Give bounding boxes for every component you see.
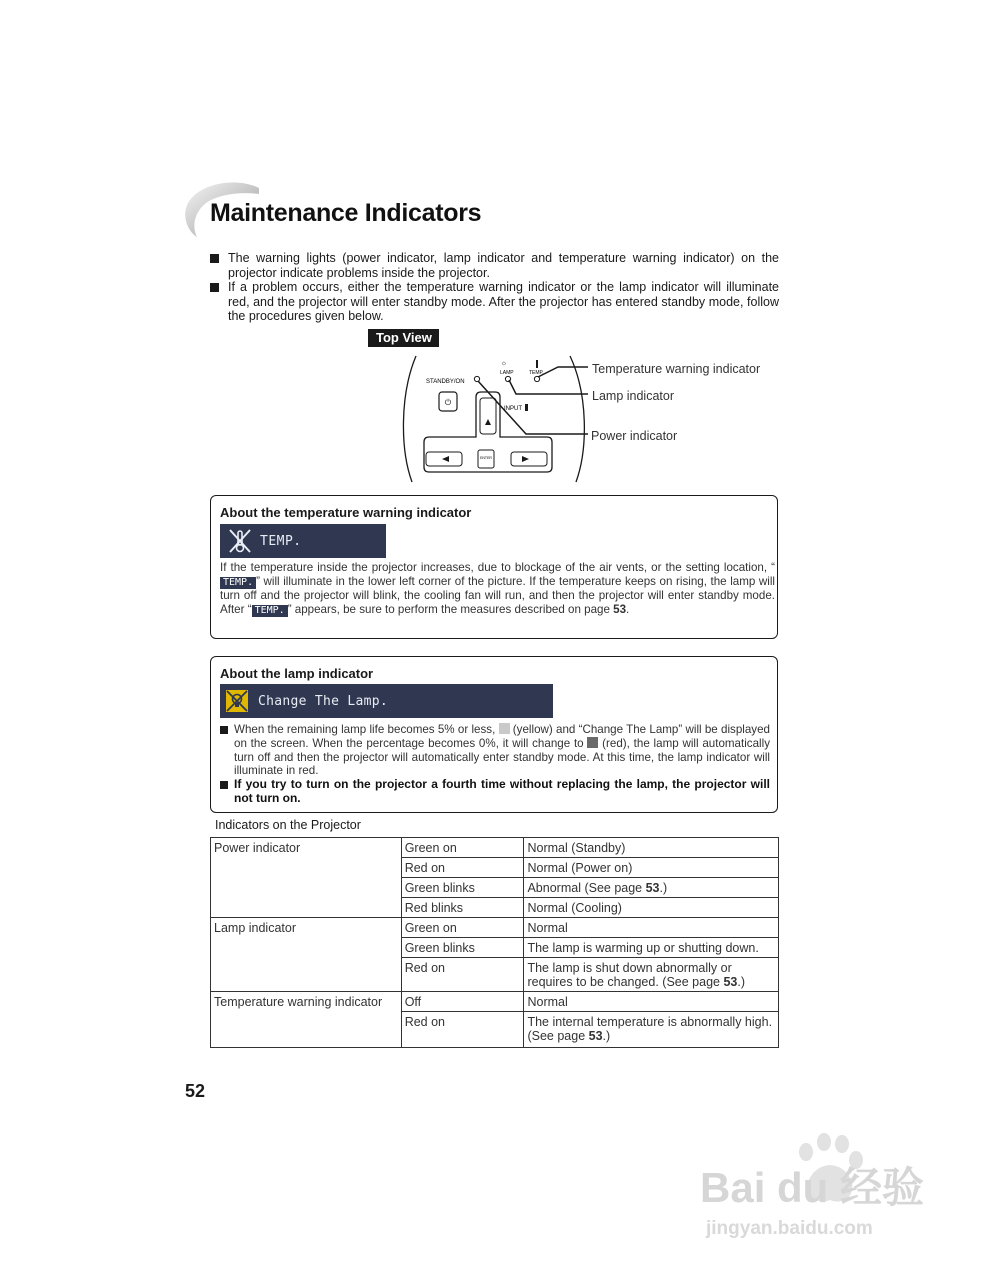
lamp-icon-red bbox=[587, 737, 598, 748]
bullet-square-icon bbox=[220, 781, 228, 789]
indicator-name: Lamp indicator bbox=[211, 917, 402, 991]
input-icon bbox=[525, 404, 528, 411]
indicator-meaning: The lamp is shut down abnormally or requires to be changed. (See page 53.) bbox=[524, 957, 779, 991]
indicator-meaning: Normal bbox=[524, 917, 779, 937]
temp-inline-osd: TEMP. bbox=[252, 605, 288, 617]
temperature-warning-box bbox=[210, 495, 778, 639]
watermark-logo-text: Bai du 经验 bbox=[700, 1164, 925, 1211]
paw-toe bbox=[817, 1133, 831, 1151]
indicator-state: Green blinks bbox=[401, 937, 524, 957]
bullet-square-icon bbox=[210, 283, 219, 292]
body-outline-right bbox=[570, 356, 584, 482]
callout-line-temp bbox=[538, 367, 588, 377]
bullet-square-icon bbox=[220, 726, 228, 734]
indicator-name: Temperature warning indicator bbox=[211, 991, 402, 1047]
table-row bbox=[211, 917, 779, 937]
paw-toe bbox=[835, 1135, 849, 1153]
callout-temp: Temperature warning indicator bbox=[592, 362, 761, 376]
lamp-box-heading: About the lamp indicator bbox=[220, 666, 374, 681]
lamp-bullet: When the remaining lamp life becomes 5% or less, (yellow) and “Change The Lamp” will be displayed on the screen. When the percentage becomes 0%, it will change to (red), the lamp will automatically turn off and then the projector will automatically enter standby mode. At this time, the lamp indicator will illuminate in red. bbox=[220, 723, 770, 778]
thermometer-icon bbox=[536, 360, 538, 368]
temp-box-paragraph: If the temperature inside the projector increases, due to blockage of the air vents, or the setting location, “TEMP. ” will illuminate in the lower left corner of the picture. If the temperature keeps on rising, the lamp will turn off and the projector will blink, the cooling fan will run, and then the projector will enter standby mode. After “ TEMP. ” appears, be sure to perform the measures described on page 53. bbox=[220, 561, 775, 616]
paw-toe bbox=[799, 1143, 813, 1161]
page-number: 52 bbox=[185, 1081, 206, 1101]
indicator-state: Red on bbox=[401, 1011, 524, 1047]
table-caption: Indicators on the Projector bbox=[215, 818, 361, 832]
table-row bbox=[211, 838, 779, 858]
page-title: Maintenance Indicators bbox=[210, 199, 482, 227]
page-reference: 53 bbox=[588, 1029, 603, 1043]
indicator-meaning: Normal (Power on) bbox=[524, 858, 779, 878]
indicator-state: Red on bbox=[401, 957, 524, 991]
lamp-icon-yellow bbox=[499, 723, 510, 734]
lamp-osd-text: Change The Lamp. bbox=[258, 693, 389, 709]
enter-label: ENTER bbox=[480, 456, 492, 460]
intro-bullet: If a problem occurs, either the temperature warning indicator or the lamp indicator will illuminate red, and the projector will enter standby mode. After the projector has entered standby mode, follow the procedures given below. bbox=[210, 280, 779, 324]
baidu-watermark-logo bbox=[696, 1130, 936, 1240]
temp-osd-display bbox=[220, 524, 386, 558]
indicator-state: Green blinks bbox=[401, 878, 524, 898]
temp-inline-osd: TEMP. bbox=[220, 577, 256, 589]
power-icon: ⏻ bbox=[444, 398, 452, 407]
lamp-osd-display bbox=[220, 684, 553, 718]
indicator-meaning: Normal (Standby) bbox=[524, 838, 779, 858]
input-label: INPUT bbox=[504, 406, 522, 412]
page-reference: 53 bbox=[613, 602, 627, 616]
lamp-indicator-box bbox=[210, 656, 778, 813]
indicator-meaning: Normal bbox=[524, 991, 779, 1011]
page-reference: 53 bbox=[645, 881, 660, 895]
callout-power: Power indicator bbox=[591, 429, 678, 443]
indicator-meaning: The internal temperature is abnormally high. (See page 53.) bbox=[524, 1011, 779, 1047]
body-outline-left bbox=[403, 356, 416, 482]
up-button bbox=[480, 398, 496, 434]
standby-label: STANDBY/ON bbox=[426, 379, 465, 385]
lamp-box-bullets bbox=[220, 723, 770, 806]
page-reference: 53 bbox=[723, 975, 738, 989]
indicator-meaning: Abnormal (See page 53.) bbox=[524, 878, 779, 898]
callout-lamp: Lamp indicator bbox=[592, 389, 674, 403]
indicator-state: Green on bbox=[401, 917, 524, 937]
indicator-name: Power indicator bbox=[211, 838, 402, 918]
temp-box-heading: About the temperature warning indicator bbox=[220, 505, 472, 520]
indicator-state: Red on bbox=[401, 858, 524, 878]
lamp-bullet-warning: If you try to turn on the projector a fourth time without replacing the lamp, the projector will not turn on. bbox=[220, 778, 770, 806]
indicator-meaning: The lamp is warming up or shutting down. bbox=[524, 937, 779, 957]
indicators-table bbox=[210, 837, 779, 1048]
lamp-warning-icon bbox=[224, 688, 250, 714]
lamp-label: LAMP bbox=[500, 370, 514, 376]
indicator-meaning: Normal (Cooling) bbox=[524, 898, 779, 918]
intro-bullet: The warning lights (power indicator, lamp indicator and temperature warning indicator) on the projector indicate problems inside the projector. bbox=[210, 251, 779, 280]
top-view-badge: Top View bbox=[368, 329, 439, 347]
callout-line-lamp bbox=[509, 380, 588, 394]
bullet-square-icon bbox=[210, 254, 219, 263]
temp-osd-text: TEMP. bbox=[260, 533, 302, 549]
indicator-state: Off bbox=[401, 991, 524, 1011]
projector-top-view-diagram bbox=[396, 354, 786, 484]
watermark-url: jingyan.baidu.com bbox=[706, 1218, 873, 1239]
lamp-symbol-icon: ☼ bbox=[500, 360, 508, 367]
indicator-state: Green on bbox=[401, 838, 524, 858]
table-row bbox=[211, 991, 779, 1011]
temp-label: TEMP. bbox=[529, 370, 544, 376]
indicator-state: Red blinks bbox=[401, 898, 524, 918]
intro-bullets bbox=[210, 251, 779, 324]
temp-warning-icon bbox=[228, 528, 252, 554]
